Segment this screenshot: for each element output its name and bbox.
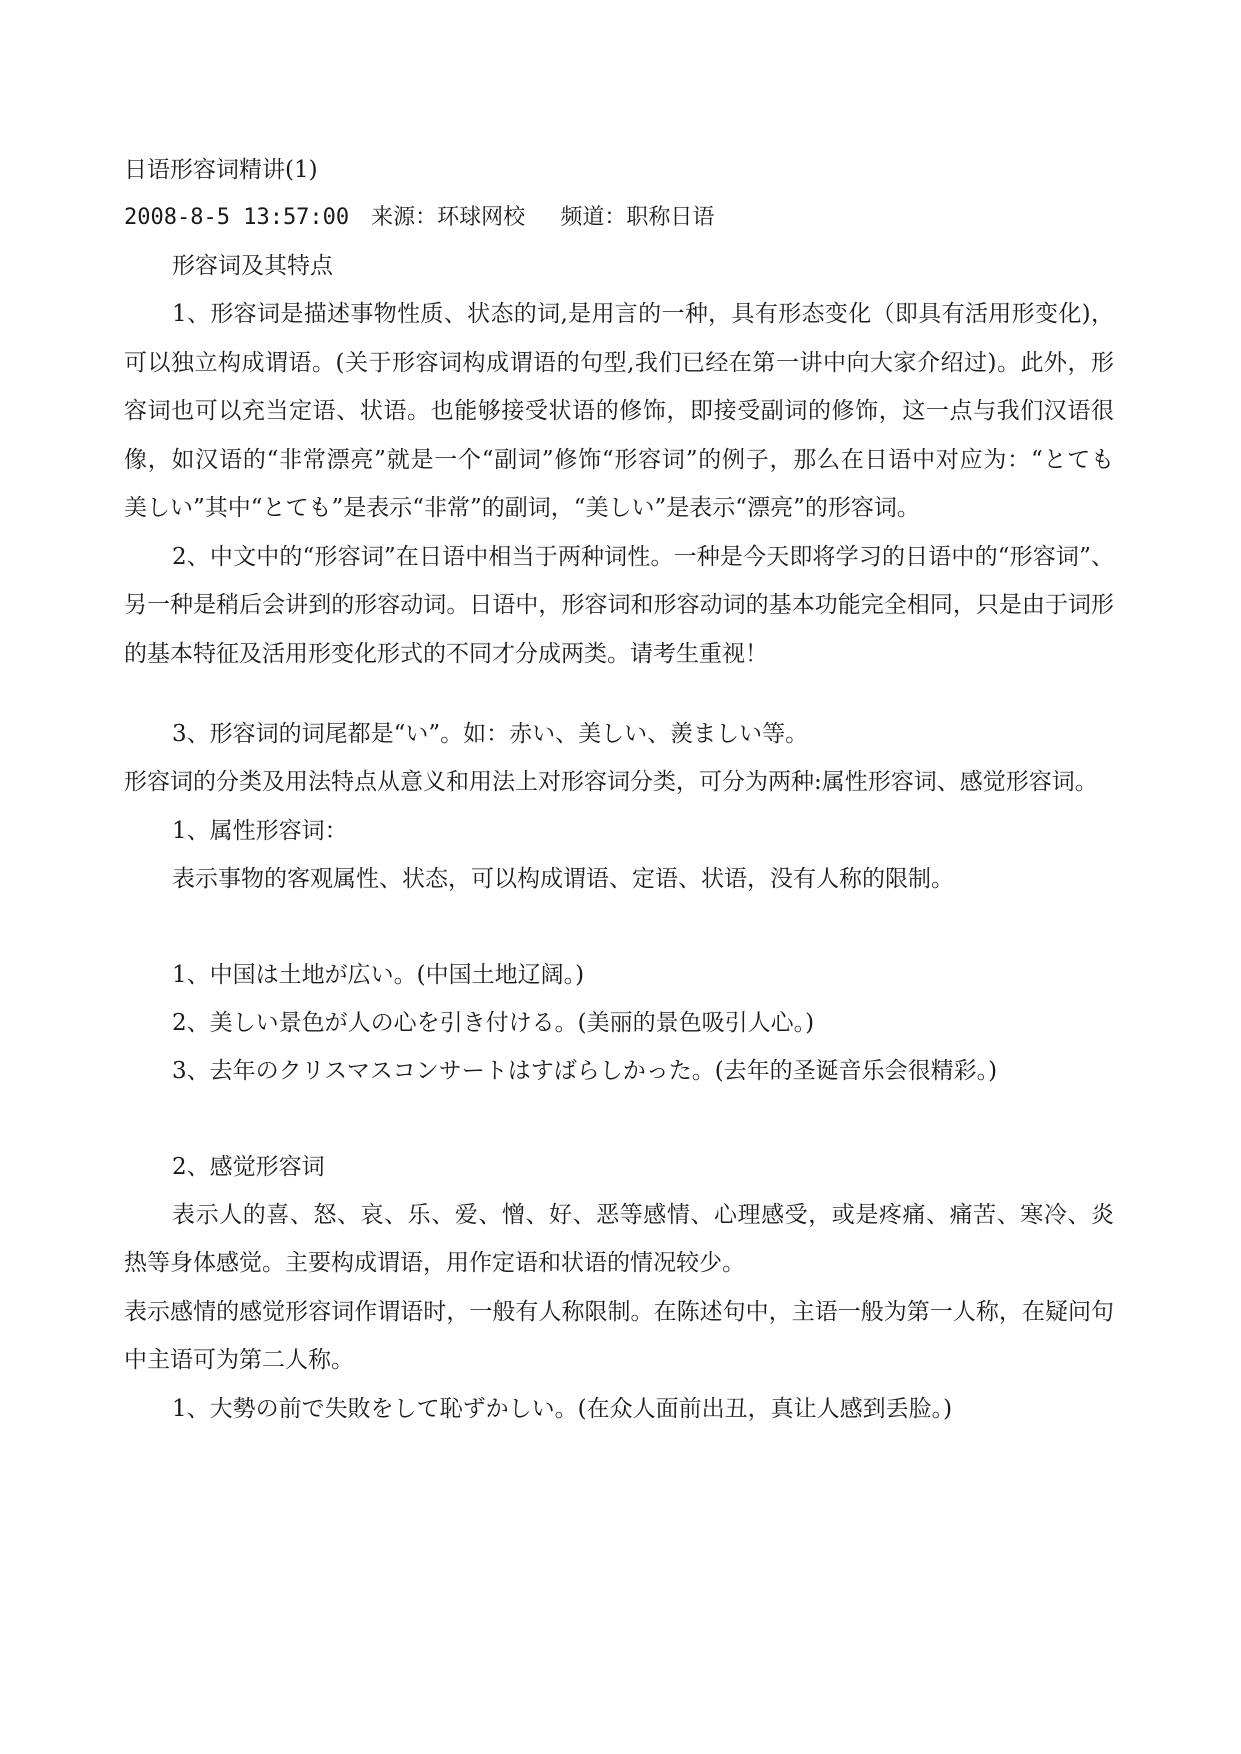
paragraph-point-2: 2、中文中的“形容词”在日语中相当于两种词性。一种是今天即将学习的日语中的“形容词”、另一种是稍后会讲到的形容动词。日语中，形容词和形容动词的基本功能完全相同，只是由于词形的基本特征及活用形变化形式的不同才分成两类。请考生重视！: [124, 543, 1114, 667]
document-meta: 2008-8-5 13:57:00 来源：环球网校 频道：职称日语: [124, 205, 715, 230]
subheading-feeling-adjectives: 2、感觉形容词: [172, 1153, 325, 1180]
spacer: [124, 903, 1114, 951]
section-heading-characteristics: 形容词及其特点: [172, 253, 333, 279]
paragraph-point-1: 1、形容词是描述事物性质、状态的词,是用言的一种，具有形态变化（即具有活用形变化)，可以独立构成谓语。(关于形容词构成谓语的句型,我们已经在第一讲中向大家介绍过)。此外，形容词也可以充当定语、状语。也能够接受状语的修饰，即接受副词的修饰，这一点与我们汉语很像，如汉语的“非常漂亮”就是一个“副词”修饰“形容词”的例子，那么在日语中对应为：“とても 美しい”其中“とても”是表示“非常”的副词，“美しい”是表示“漂亮”的形容词。: [124, 301, 1137, 521]
example-sentence-1: 1、中国は土地が広い。(中国土地辽阔。): [172, 961, 585, 988]
paragraph-attribute-description: 表示事物的客观属性、状态，可以构成谓语、定语、状语，没有人称的限制。: [172, 865, 954, 892]
document-title: 日语形容词精讲(1): [124, 157, 318, 183]
paragraph-person-restriction: 表示感情的感觉形容词作谓语时，一般有人称限制。在陈述句中，主语一般为第一人称，在疑问句中主语可为第二人称。: [124, 1298, 1114, 1373]
example-sentence-feeling-1: 1、大勢の前で失敗をして恥ずかしい。(在众人面前出丑，真让人感到丢脸。): [172, 1395, 953, 1422]
paragraph-point-3: 3、形容词的词尾都是“い”。如：赤い、美しい、羨ましい等。: [172, 721, 809, 747]
example-sentence-2: 2、美しい景色が人の心を引き付ける。(美丽的景色吸引人心。): [172, 1009, 815, 1036]
document-page: [124, 146, 1137, 1433]
spacer: [124, 678, 1114, 710]
paragraph-feeling-description: 表示人的喜、怒、哀、乐、爱、憎、好、恶等感情、心理感受，或是疼痛、痛苦、寒冷、炎热等身体感觉。主要构成谓语，用作定语和状语的情况较少。: [124, 1201, 1114, 1276]
spacer: [124, 1095, 1114, 1143]
paragraph-classification: 形容词的分类及用法特点从意义和用法上对形容词分类，可分为两种:属性形容词、感觉形容词。: [124, 769, 1098, 795]
example-sentence-3: 3、去年のクリスマスコンサートはすばらしかった。(去年的圣诞音乐会很精彩。): [172, 1057, 998, 1084]
subheading-attribute-adjectives: 1、属性形容词：: [172, 817, 348, 844]
